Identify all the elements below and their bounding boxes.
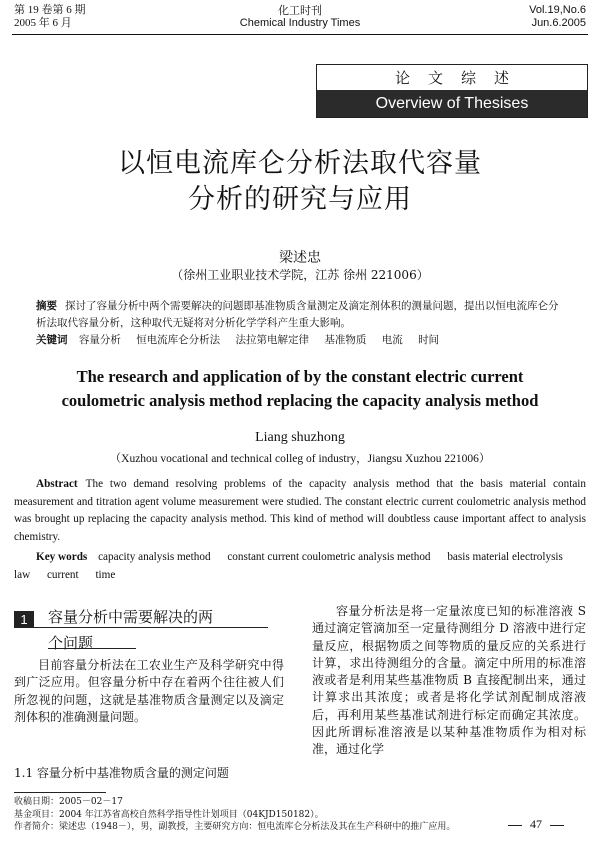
page-number: 47 — [530, 817, 542, 831]
title-zh-line-2: 分析的研究与应用 — [188, 184, 412, 215]
abstract-en — [14, 476, 586, 546]
category-zh: 论文综述 — [394, 69, 527, 87]
page-dash-right — [550, 825, 564, 826]
article-title-en — [0, 365, 600, 413]
keyword-zh: 基准物质 — [324, 334, 367, 346]
category-box — [316, 64, 588, 118]
footnote-funding: 基金项目：2004 年江苏省高校自然科学指导性计划项目（04KJD150182）。 — [14, 809, 324, 820]
affiliation-en: （Xuzhou vocational and technical colleg of industry，Jiangsu Xuzhou 221006） — [109, 453, 491, 465]
page-dash-left — [508, 825, 522, 826]
article-title-zh — [0, 146, 600, 218]
abstract-en-label: Abstract — [36, 478, 78, 490]
keyword-zh: 电流 — [381, 334, 403, 346]
keyword-zh: 恒电流库仑分析法 — [136, 334, 221, 346]
journal-name-en: Chemical Industry Times — [239, 17, 361, 29]
volume-issue: 第 19 卷第 6 期 — [14, 4, 86, 16]
title-en-line-1: The research and application of by the constant electric current — [76, 367, 524, 386]
keyword-zh: 容量分析 — [78, 334, 121, 346]
section-number: 1 — [14, 611, 34, 628]
category-en: Overview of Thesises — [317, 90, 587, 117]
footnote-author: 作者简介：梁述忠（1948－），男，副教授，主要研究方向：恒电流库仑分析法及其在生产科研中的推广应用。 — [14, 822, 456, 832]
keywords-zh-label: 关键词 — [36, 334, 68, 346]
subsection-heading: 1.1 容量分析中基准物质含量的测定问题 — [14, 766, 229, 780]
body-left-column — [14, 657, 284, 726]
keyword-en: capacity analysis method — [98, 551, 211, 563]
keywords-zh — [36, 332, 566, 349]
page-number-block — [500, 817, 572, 832]
abstract-en-text: The two demand resolving problems of the capacity analysis method that the basis material contain measurement and titration agent volume measurement were studied. The constant electric current coulometric analysis method was brought up replacing the capacity analysis method. This kind of method will doubtless cause important affect to analysis chemistry. — [14, 478, 586, 543]
publication-date-zh: 2005 年 6 月 — [14, 17, 72, 29]
volume-issue-en: Vol.19,No.6 — [529, 4, 586, 16]
journal-volume-en — [529, 4, 586, 30]
section-underline-2 — [48, 648, 136, 649]
keyword-en: current — [46, 568, 79, 581]
abstract-zh-text: 探讨了容量分析中两个需要解决的问题即基准物质含量测定及滴定剂体积的测量问题，提出以恒电流库仑分析法取代容量分析，这种取代无疑将对分析化学学科产生重大影响。 — [36, 300, 559, 329]
footnote-received: 收稿日期：2005－02－17 — [14, 797, 123, 807]
section-title-line-1: 容量分析中需要解决的两 — [48, 608, 214, 626]
publication-date-en: Jun.6.2005 — [531, 17, 586, 29]
body-paragraph: 目前容量分析法在工农业生产及科学研究中得到广泛应用。但容量分析中存在着两个往往被人们所忽视的问题，这就是基准物质含量测定以及滴定剂体积的准确测量问题。 — [14, 658, 284, 724]
affiliation-zh: （徐州工业职业技术学院，江苏 徐州 221006） — [171, 268, 429, 282]
keyword-en: time — [95, 568, 116, 581]
abstract-zh — [36, 298, 566, 332]
keywords-en-label: Key words — [36, 551, 88, 563]
section-underline — [20, 627, 268, 628]
author-zh: 梁述忠 — [279, 250, 321, 266]
keyword-en: constant current coulometric analysis method — [227, 551, 431, 563]
keyword-zh: 法拉第电解定律 — [235, 334, 310, 346]
keywords-en — [14, 549, 586, 584]
section-title — [48, 606, 213, 654]
journal-name — [0, 4, 600, 30]
header-divider — [12, 34, 588, 35]
abstract-zh-label: 摘要 — [36, 300, 57, 312]
journal-name-zh: 化工时刊 — [278, 4, 322, 17]
keyword-en: basis material electrolysis law — [14, 551, 563, 581]
title-en-line-2: coulometric analysis method replacing the capacity analysis method — [61, 391, 539, 410]
section-title-line-2: 个问题 — [48, 634, 94, 652]
footnote-divider — [14, 792, 106, 793]
footnotes — [14, 796, 455, 834]
author-en: Liang shuzhong — [255, 430, 345, 445]
keyword-zh: 时间 — [418, 334, 440, 346]
title-zh-line-1: 以恒电流库仑分析法取代容量 — [118, 148, 482, 179]
abstract-zh-block — [36, 298, 566, 349]
body-right-column: 容量分析法是将一定量浓度已知的标准溶液 S 通过滴定管滴加至一定量待测组分 D 溶液中进行定量反应，根据物质之间等物质的量反应的关系进行计算，求出待测组分的含量。滴定中所用的标准溶液或者是利用某些基准物质 B 直接配制出来，通过计算求出其浓度；或者是将化学试剂配制成溶液后，再利用某些基准试剂进行标定而确定其浓度。因此所谓标准溶液是以某种基准物质作为相对标准，通过化学 — [312, 604, 586, 757]
